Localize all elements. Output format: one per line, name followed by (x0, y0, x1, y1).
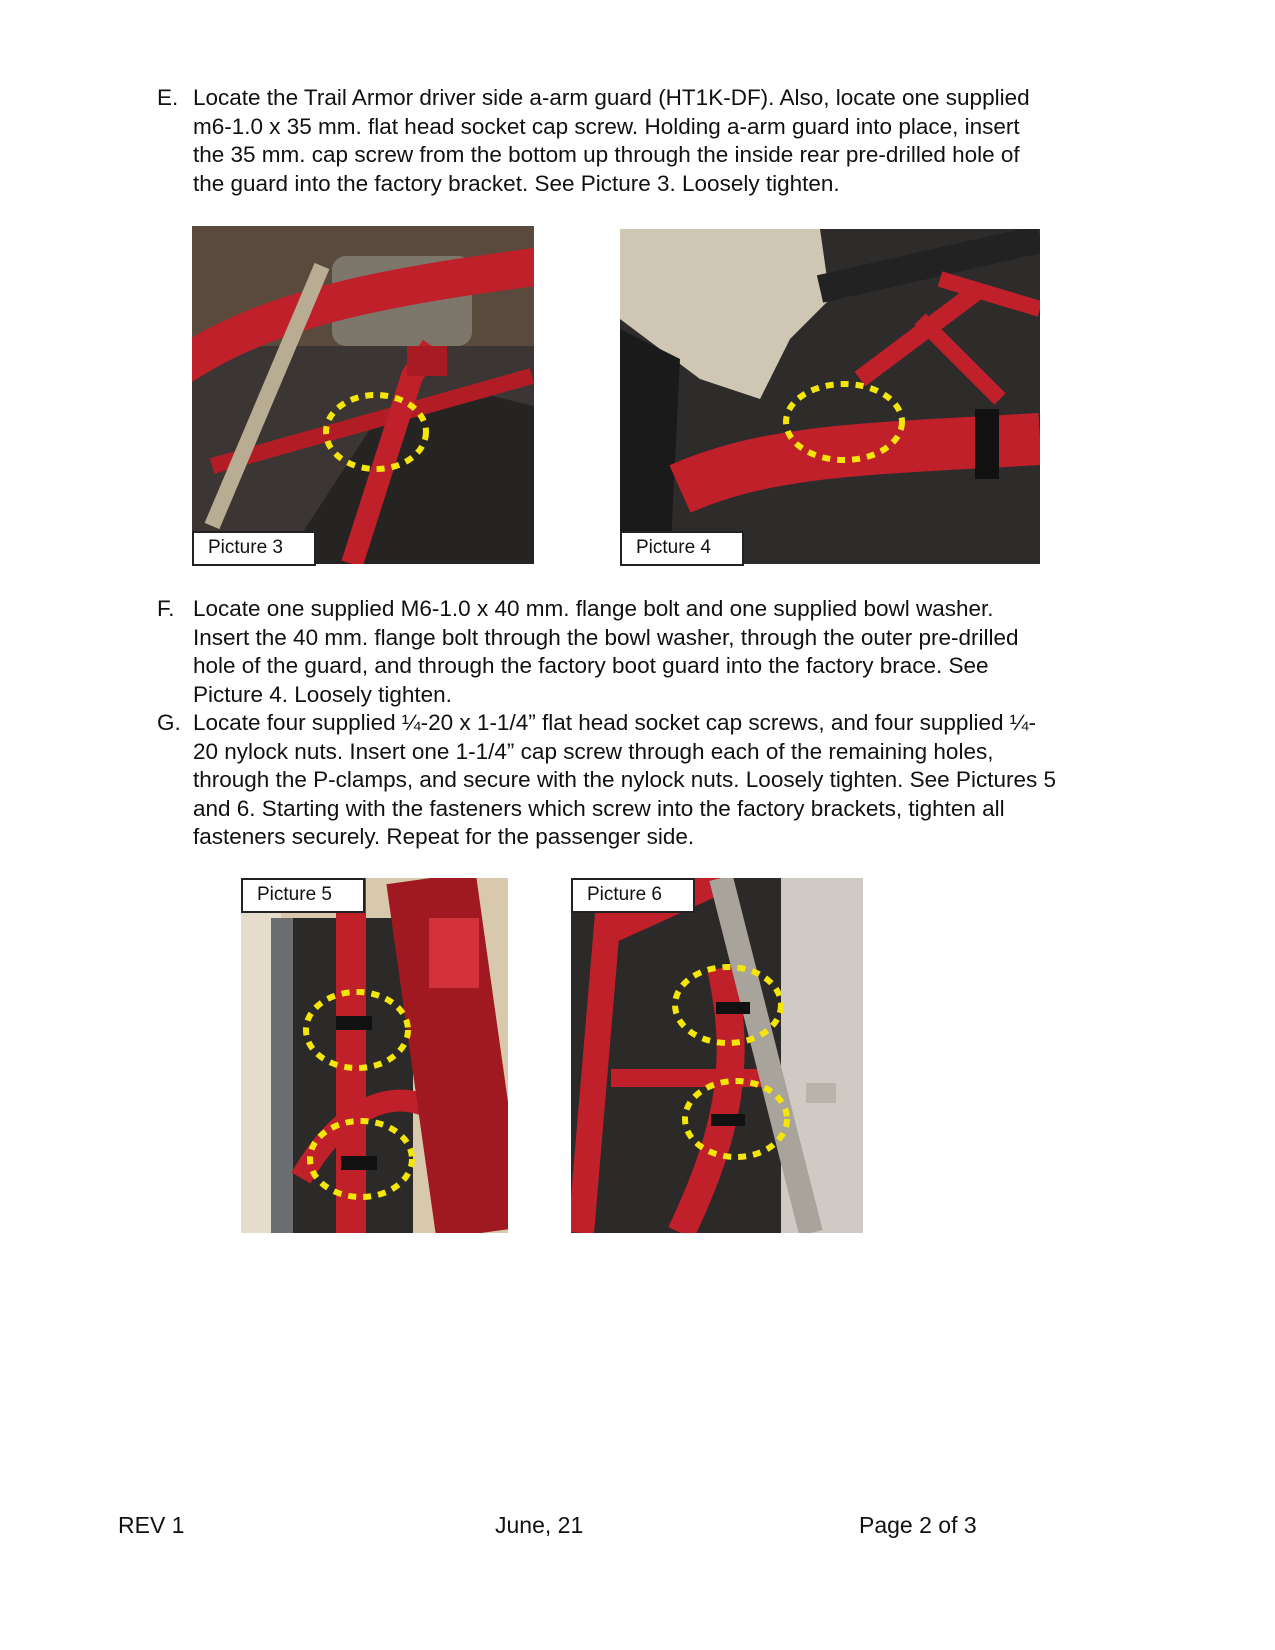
picture-4-label: Picture 4 (620, 531, 744, 566)
picture-3-label: Picture 3 (192, 531, 316, 566)
footer-date: June, 21 (495, 1512, 584, 1538)
step-letter: G. (157, 710, 181, 735)
footer-page-number: Page 2 of 3 (859, 1512, 977, 1538)
step-text: Locate one supplied M6-1.0 x 40 mm. flange bolt and one supplied bowl washer. Insert the 40 mm. flange bolt through the bowl washer, through the outer pre-drilled hole of the guard, and through the factory boot guard into the factory brace. See Picture 4. Loosely tighten. (193, 596, 1019, 707)
step-text: Locate the Trail Armor driver side a-arm guard (HT1K-DF). Also, locate one supplied m6-1.0 x 35 mm. flat head socket cap screw. Holding a-arm guard into place, insert the 35 mm. cap screw from the bottom up through the inside rear pre-drilled hole of the guard into the factory bracket. See Picture 3. Loosely tighten. (193, 85, 1030, 196)
step-text: Locate four supplied ¼-20 x 1-1/4” flat head socket cap screws, and four supplied ¼- 20 nylock nuts. Insert one 1-1/4” cap screw through each of the remaining holes, through the P-clamps, and secure with the nylock nuts. Loosely tighten. See Pictures 5 and 6. Starting with the fasteners which screw into the factory brackets, tighten all fasteners securely. Repeat for the passenger side. (193, 710, 1056, 849)
step-letter: F. (157, 596, 175, 621)
picture-6-label: Picture 6 (571, 878, 695, 913)
footer-revision: REV 1 (118, 1512, 185, 1538)
picture-5-photo (241, 878, 508, 1233)
step-letter: E. (157, 85, 179, 110)
picture-3-photo (192, 226, 534, 564)
picture-6-photo (571, 878, 863, 1233)
picture-5-label: Picture 5 (241, 878, 365, 913)
picture-4-photo (620, 229, 1040, 564)
